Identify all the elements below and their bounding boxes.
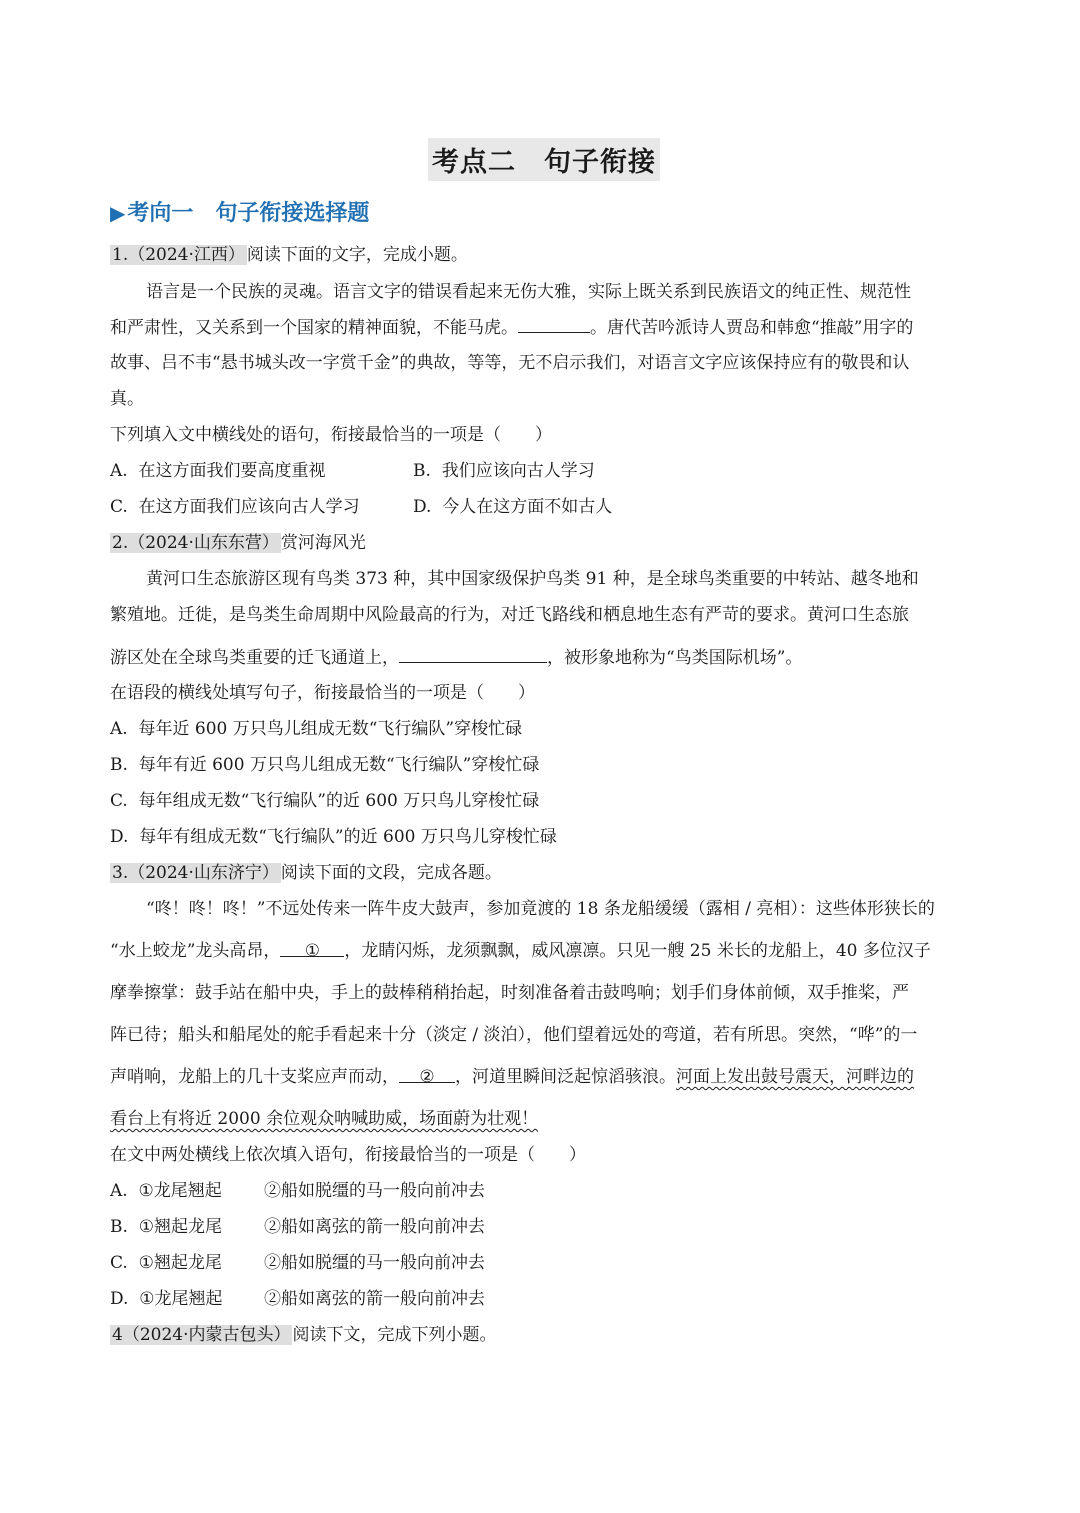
q2-passage-line: 黄河口生态旅游区现有鸟类 373 种，其中国家级保护鸟类 91 种，是全球鸟类重要的中转站、越冬地和 <box>146 569 919 589</box>
q3-option-c: C. ①翘起龙尾 ②船如脱缰的马一般向前冲去 <box>110 1253 485 1273</box>
q2-blank <box>399 644 547 663</box>
q4-intro: 阅读下文，完成下列小题。 <box>292 1325 497 1345</box>
q1-option-c: C. 在这方面我们应该向古人学习 <box>110 497 360 517</box>
q1-blank <box>518 314 590 333</box>
q2-passage-line: 繁殖地。迁徙，是鸟类生命周期中风险最高的行为，对迁飞路线和栖息地生态有严苛的要求。黄河口生态旅 <box>110 605 909 625</box>
q2-header <box>110 530 366 556</box>
q1-option-b: B. 我们应该向古人学习 <box>413 461 595 481</box>
q2-option-b: B. 每年有近 600 万只鸟儿组成无数“飞行编队”穿梭忙碌 <box>110 755 540 775</box>
page-title: 考点二 句子衔接 <box>428 138 660 181</box>
q1-option-a: A. 在这方面我们要高度重视 <box>110 461 326 481</box>
q1-question: 下列填入文中横线处的语句，衔接最恰当的一项是（ ） <box>110 425 552 445</box>
q3-passage-line: 阵已待；船头和船尾处的舵手看起来十分（淡定 / 淡泊），他们望着远处的弯道，若有所思。突然，“哗”的一 <box>110 1025 918 1045</box>
q3-passage-line: 摩拳擦掌：鼓手站在船中央，手上的鼓棒稍稍抬起，时刻准备着击鼓鸣响；划手们身体前倾，双手推桨，严 <box>110 983 909 1003</box>
q2-option-c: C. 每年组成无数“飞行编队”的近 600 万只鸟儿穿梭忙碌 <box>110 791 540 811</box>
q1-passage-line: 故事、吕不韦“悬书城头改一字赏千金”的典故，等等，无不启示我们，对语言文字应该保持应有的敬畏和认 <box>110 353 910 373</box>
q4-header <box>110 1322 496 1348</box>
q2-intro: 赏河海风光 <box>280 533 366 553</box>
q3-option-a: A. ①龙尾翘起 ②船如脱缰的马一般向前冲去 <box>110 1181 485 1201</box>
q2-source: 2.（2024·山东东营） <box>112 533 279 553</box>
q1-passage-line: 真。 <box>110 389 144 409</box>
q2-option-a: A. 每年近 600 万只鸟儿组成无数“飞行编队”穿梭忙碌 <box>110 719 523 739</box>
q3-header <box>110 860 502 886</box>
q3-option-b: B. ①翘起龙尾 ②船如离弦的箭一般向前冲去 <box>110 1217 485 1237</box>
q3-blank-2: ② <box>399 1064 455 1083</box>
section-heading <box>110 196 369 227</box>
triangle-marker-icon: ▶ <box>110 201 126 225</box>
q3-passage-line: 声哨响，龙船上的几十支桨应声而动， ② ，河道里瞬间泛起惊滔骇浪。河面上发出鼓号震天，河畔边的 <box>110 1064 914 1090</box>
q3-passage-line: “咚！咚！咚！”不远处传来一阵牛皮大鼓声，参加竟渡的 18 条龙船缓缓（露相 / 亮相）：这些体形狭长的 <box>146 899 935 919</box>
section-label: 考向一 句子衔接选择题 <box>127 201 370 226</box>
q3-intro: 阅读下面的文段，完成各题。 <box>280 863 502 883</box>
q3-question: 在文中两处横线上依次填入语句，衔接最恰当的一项是（ ） <box>110 1145 586 1165</box>
q1-option-d: D. 今人在这方面不如古人 <box>413 497 613 517</box>
q3-passage-line: 看台上有将近 2000 余位观众呐喊助威，场面蔚为壮观！ <box>110 1109 539 1129</box>
q3-source: 3.（2024·山东济宁） <box>112 863 279 883</box>
q2-option-d: D. 每年有组成无数“飞行编队”的近 600 万只鸟儿穿梭忙碌 <box>110 827 557 847</box>
q1-passage-line: 和严肃性，又关系到一个国家的精神面貌，不能马虎。 。唐代苦吟派诗人贾岛和韩愈“推敲”用字的 <box>110 314 913 341</box>
q4-source: 4（2024·内蒙古包头） <box>112 1325 291 1345</box>
q1-intro: 阅读下面的文字，完成小题。 <box>246 245 468 265</box>
q1-passage-line: 语言是一个民族的灵魂。语言文字的错误看起来无伤大雅，实际上既关系到民族语文的纯正性、规范性 <box>146 282 911 302</box>
q1-source: 1.（2024·江西） <box>112 245 245 265</box>
q2-question: 在语段的横线处填写句子，衔接最恰当的一项是（ ） <box>110 683 535 703</box>
q1-header <box>110 242 468 268</box>
q3-wavy-underlined-text: 河面上发出鼓号震天，河畔边的 <box>676 1067 914 1087</box>
q3-option-d: D. ①龙尾翘起 ②船如离弦的箭一般向前冲去 <box>110 1289 485 1309</box>
q3-blank-1: ① <box>280 938 344 957</box>
q2-passage-line: 游区处在全球鸟类重要的迁飞通道上， ，被形象地称为“鸟类国际机场”。 <box>110 644 802 671</box>
q3-passage-line: “水上蛟龙”龙头高昂， ① ，龙睛闪烁，龙须飘飘，威风凛凛。只见一艘 25 米长的龙船上，40 多位汉子 <box>110 938 931 964</box>
